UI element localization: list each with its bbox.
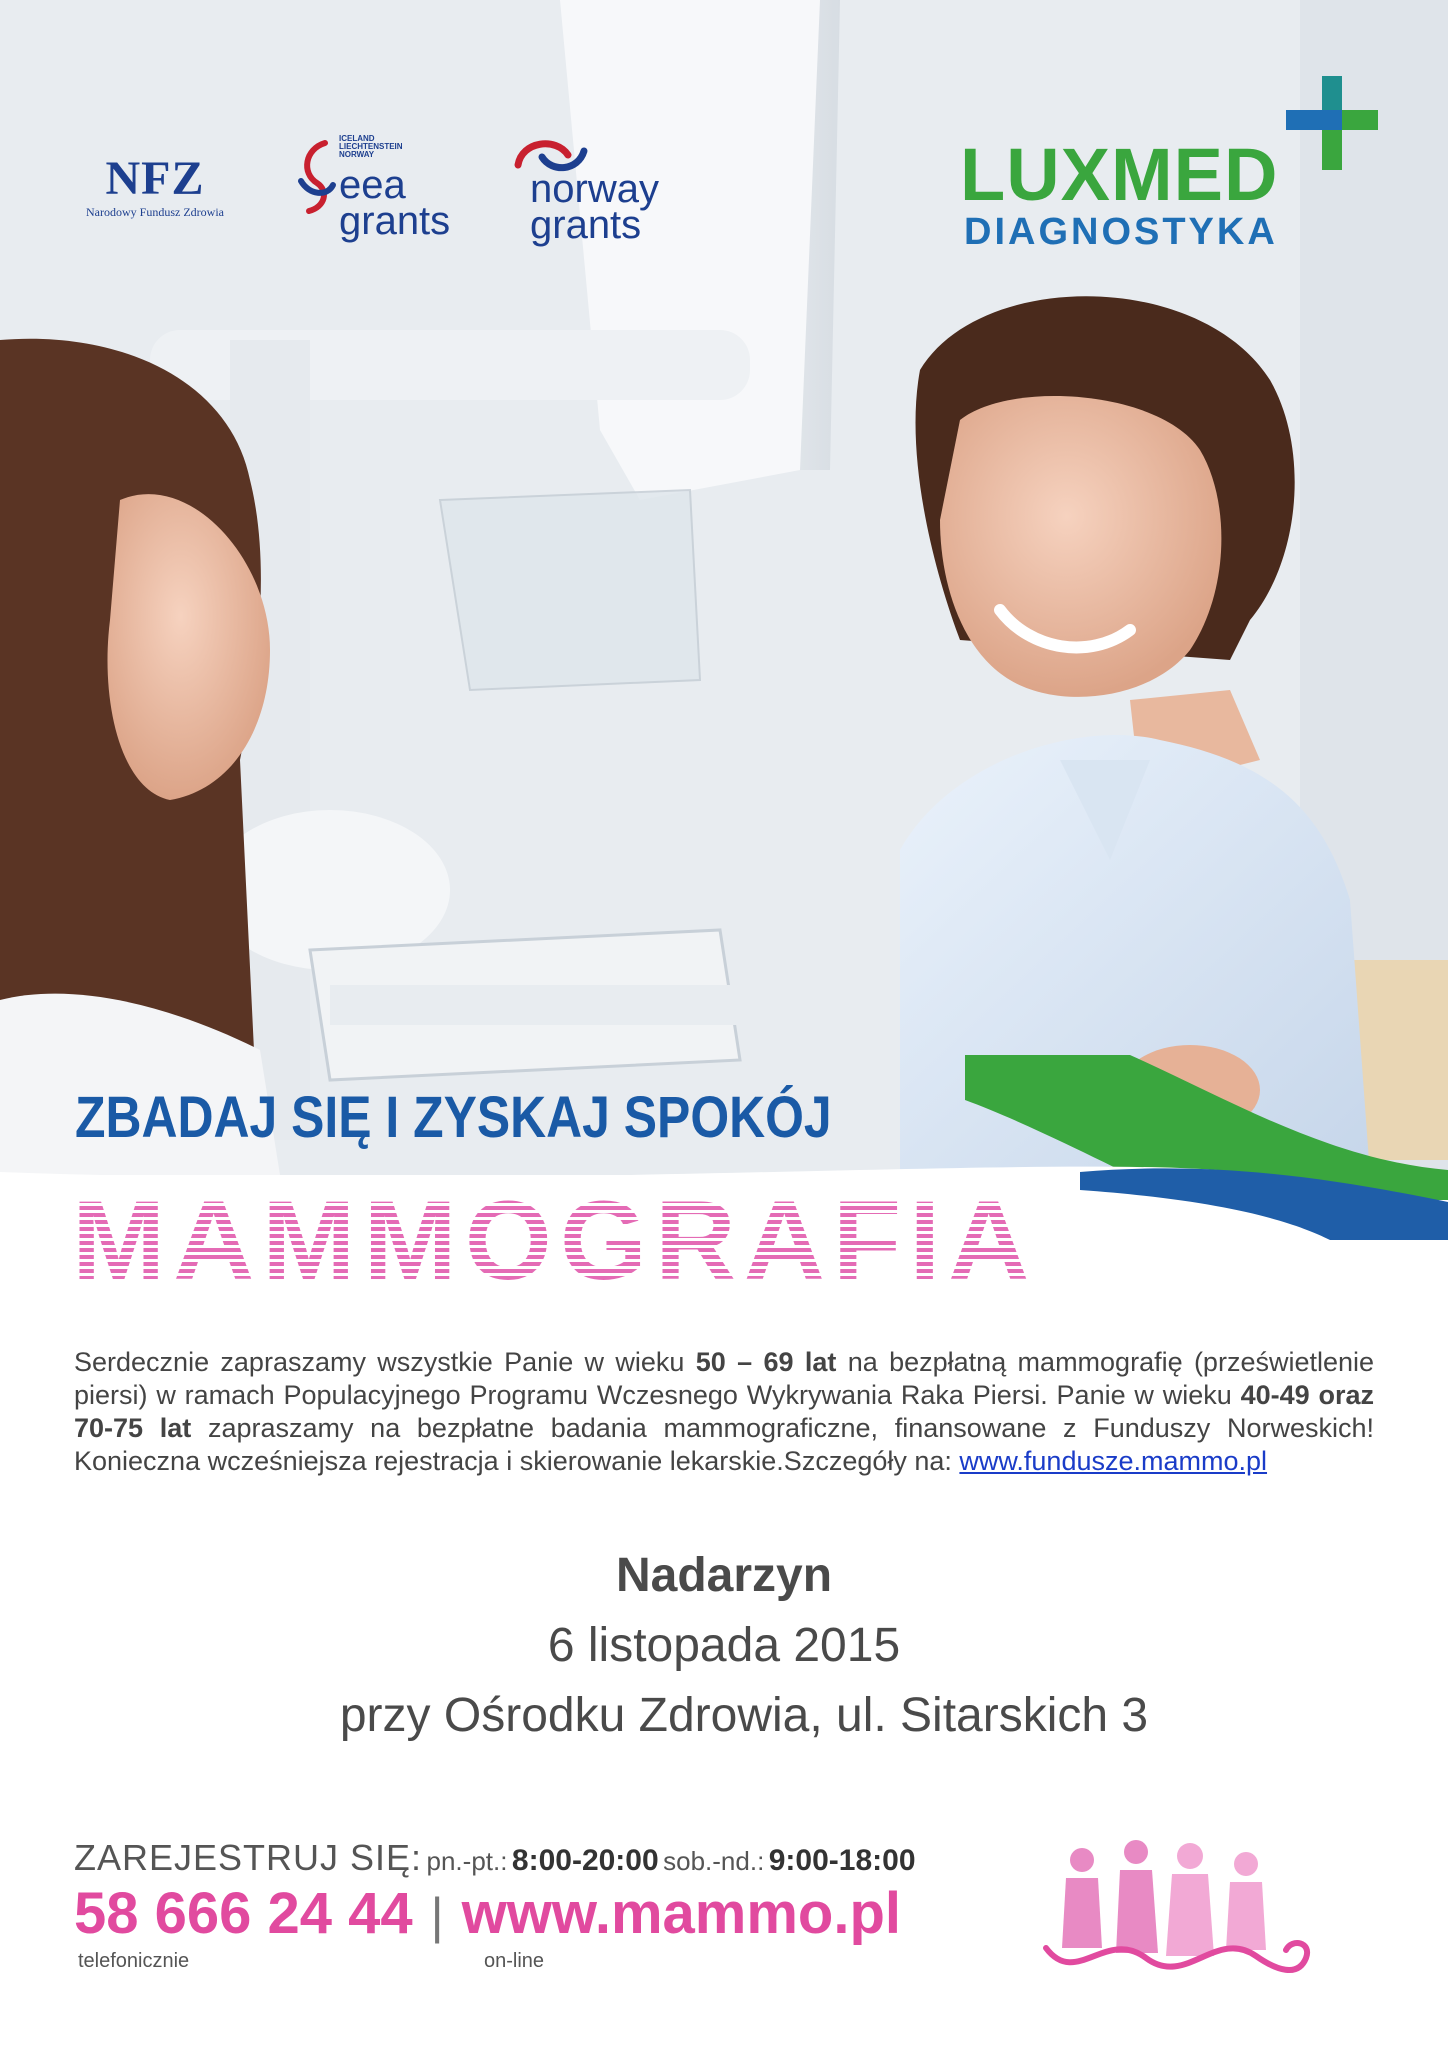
weekend-hours: 9:00-18:00 [768,1844,916,1877]
women-ribbon-icon [1036,1838,1316,1988]
luxmed-cross-icon [1282,70,1382,180]
para-text: Serdecznie zapraszamy wszystkie Panie w wieku [74,1347,696,1377]
registration-hours [74,1838,916,1886]
para-age-range: 40-49 oraz 70-75 lat [74,1380,1375,1443]
para-text: zapraszamy na bezpłatne badania mammograficzne, finansowane z Funduszy Norweskich! Konieczna wcześniejsza rejestracja i skierowanie lekarskie.Szczegóły na: [74,1413,1374,1476]
headline: ZBADAJ SIĘ I ZYSKAJ SPOKÓJ [75,1085,832,1150]
phone-link[interactable]: 58 666 24 44 [74,1881,413,1946]
eea-countries [339,135,409,159]
eea-line1: eea [339,163,406,207]
contact-line [74,1882,901,1948]
details-link[interactable]: www.fundusze.mammo.pl [959,1446,1268,1476]
eea-line2: grants [339,199,451,243]
norway-grants-logo [512,135,692,245]
norway-wordmark [530,167,659,247]
register-label: ZAREJESTRUJ SIĘ: [74,1837,423,1878]
page-title: MAMMOGRAFIA [72,1178,1038,1303]
norway-line1: norway [530,167,659,211]
website-link[interactable]: www.mammo.pl [461,1881,902,1946]
nfz-logo-subtitle: Narodowy Fundusz Zdrowia [86,205,224,219]
luxmed-subtitle: DIAGNOSTYKA [964,211,1278,253]
web-caption: on-line [484,1950,545,1972]
eea-grants-logo [295,135,470,245]
event-date: 6 listopada 2015 [547,1619,901,1672]
weekday-hours: 8:00-20:00 [511,1844,659,1877]
contact-separator: | [430,1888,444,1944]
eea-country: NORWAY [339,150,375,159]
para-age-range: 50 – 69 lat [695,1347,837,1377]
phone-caption: telefonicznie [78,1950,190,1972]
eea-country: ICELAND [339,134,375,143]
luxmed-logo [960,70,1380,260]
para-text: na bezpłatną mammografię (prześwietlenie piersi) w ramach Populacyjnego Programu Wczesnego Wykrywania Raka Piersi. Panie w wieku [74,1347,1375,1410]
event-location: Nadarzyn [615,1549,833,1602]
weekend-label: sob.-nd.: [663,1846,765,1876]
norway-line2: grants [530,203,642,247]
event-address: przy Ośrodku Zdrowia, ul. Sitarskich 3 [339,1689,1149,1742]
eea-swirl-icon [295,137,339,217]
nfz-logo [70,152,240,220]
eea-country: LIECHTENSTEIN [339,142,403,151]
weekday-label: pn.-pt.: [426,1846,508,1876]
intro-paragraph [74,1346,1374,1478]
eea-wordmark [339,163,451,243]
nfz-logo-mark: NFZ [105,152,205,205]
luxmed-name: LUXMED [960,133,1279,216]
